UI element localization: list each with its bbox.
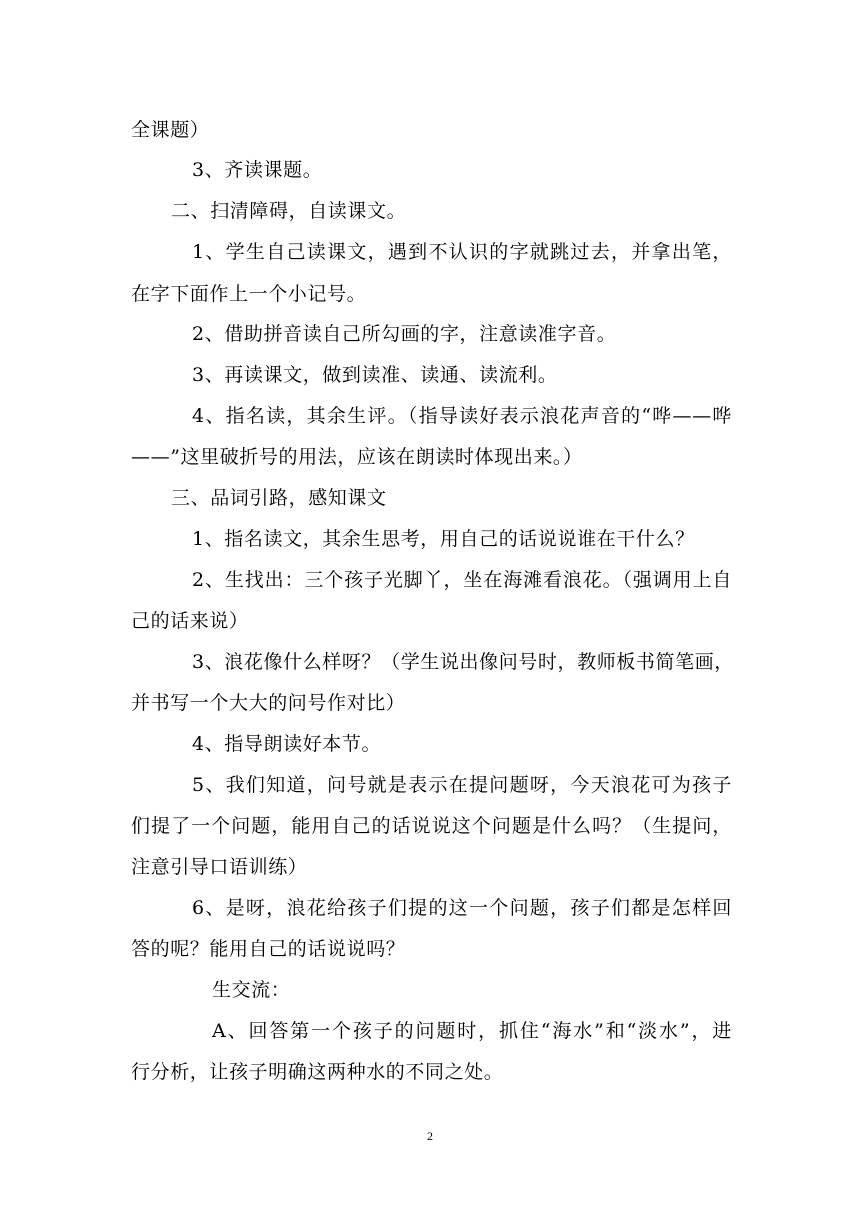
text-line: 3、齐读课题。 xyxy=(192,159,323,181)
text-line: 生交流： xyxy=(212,979,291,1001)
text-line: 3、再读课文，做到读准、读通、读流利。 xyxy=(192,364,558,386)
text-line: 1、学生自己读课文，遇到不认识的字就跳过去，并拿出笔， xyxy=(192,241,732,263)
text-line: 3、浪花像什么样呀？（学生说出像问号时，教师板书简笔画， xyxy=(192,651,734,673)
text-line: 2、生找出：三个孩子光脚丫，坐在海滩看浪花。（强调用上自 xyxy=(192,569,732,591)
text-line: 5、我们知道，问号就是表示在提问题呀，今天浪花可为孩子 xyxy=(192,774,732,796)
text-line: 1、指名读文，其余生思考，用自己的话说说谁在干什么？ xyxy=(192,528,695,550)
page-number: 2 xyxy=(427,1129,433,1143)
text-line: 4、指名读，其余生评。（指导读好表示浪花声音的“哗——哗 xyxy=(192,405,732,427)
text-line: 们提了一个问题，能用自己的话说说这个问题是什么吗？（生提问， xyxy=(131,815,732,837)
text-line: 行分析，让孩子明确这两种水的不同之处。 xyxy=(131,1061,504,1083)
text-line: 6、是呀，浪花给孩子们提的这一个问题，孩子们都是怎样回 xyxy=(192,897,732,919)
text-line: A、回答第一个孩子的问题时，抓住“海水”和“淡水”，进 xyxy=(212,1020,732,1042)
text-line: 在字下面作上一个小记号。 xyxy=(131,283,367,305)
text-line: ——”这里破折号的用法，应该在朗读时体现出来。） xyxy=(131,446,583,468)
text-line: 己的话来说） xyxy=(131,610,249,632)
text-line: 并书写一个大大的问号作对比） xyxy=(131,692,406,714)
text-line: 全课题） xyxy=(131,119,210,141)
text-line: 注意引导口语训练） xyxy=(131,856,308,878)
section-heading: 二、扫清障碍，自读课文。 xyxy=(171,200,407,222)
text-line: 4、指导朗读好本节。 xyxy=(192,733,382,755)
text-line: 2、借助拼音读自己所勾画的字，注意读准字音。 xyxy=(192,323,617,345)
section-heading: 三、品词引路，感知课文 xyxy=(171,487,387,509)
text-line: 答的呢？能用自己的话说说吗？ xyxy=(131,938,406,960)
